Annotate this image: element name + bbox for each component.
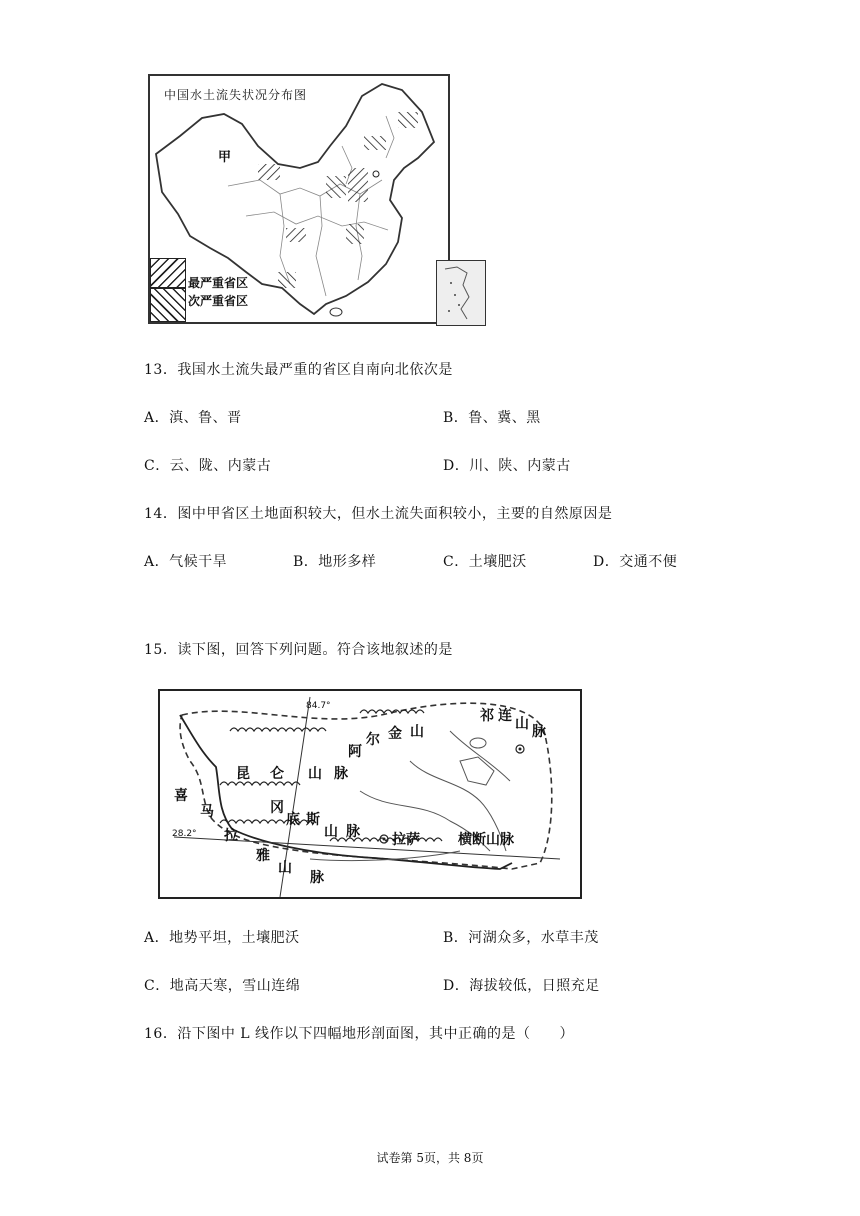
- q14-option-c[interactable]: C．土壤肥沃: [443, 554, 527, 570]
- ximalaya-char-4: 雅: [256, 848, 270, 864]
- question-16-stem: 16．沿下图中 L 线作以下四幅地形剖面图，其中正确的是（ ）: [144, 1026, 575, 1042]
- q15-option-a[interactable]: A．地势平坦，土壤肥沃: [144, 930, 300, 946]
- ximalaya-char-6: 脉: [310, 870, 324, 886]
- aerjin-char-4: 山: [410, 724, 424, 740]
- q13-option-b[interactable]: B．鲁、冀、黑: [443, 410, 541, 426]
- legend-label-severe: 最严重省区: [188, 276, 249, 290]
- q15-option-d[interactable]: D．海拔较低，日照充足: [443, 978, 600, 994]
- hengduan-label: 横断山脉: [458, 832, 514, 848]
- q15-option-b[interactable]: B．河湖众多，水草丰茂: [443, 930, 599, 946]
- qilian-char-3: 山: [515, 716, 529, 732]
- longitude-label: 84.7°: [306, 701, 331, 711]
- soil-erosion-map: [148, 74, 450, 324]
- label-jia: 甲: [218, 150, 232, 165]
- qilian-char-1: 祁: [480, 708, 494, 724]
- q15-option-c[interactable]: C．地高天寒，雪山连绵: [144, 978, 301, 994]
- page-footer: 试卷第 5页，共 8页: [376, 1151, 484, 1165]
- gangdisi-char-4: 山: [324, 824, 338, 840]
- q14-option-a[interactable]: A．气候干旱: [144, 554, 228, 570]
- aerjin-char-2: 尔: [366, 732, 380, 748]
- legend-swatch-severe: [150, 258, 186, 288]
- ximalaya-char-1: 喜: [174, 788, 188, 804]
- map-title: 中国水土流失状况分布图: [164, 88, 308, 102]
- gangdisi-char-2: 底: [286, 812, 300, 828]
- aerjin-char-3: 金: [388, 726, 402, 742]
- ximalaya-char-2: 马: [200, 804, 214, 820]
- question-14-stem: 14．图中甲省区土地面积较大，但水土流失面积较小，主要的自然原因是: [144, 506, 613, 522]
- q14-option-d[interactable]: D．交通不便: [593, 554, 678, 570]
- q13-option-d[interactable]: D．川、陕、内蒙古: [443, 458, 571, 474]
- gangdisi-char-1: 冈: [270, 800, 284, 816]
- legend-swatch-second: [150, 288, 186, 322]
- latitude-label: 28.2°: [172, 829, 197, 839]
- qilian-char-2: 连: [498, 708, 512, 724]
- question-15-stem: 15．读下图，回答下列问题。符合该地叙述的是: [144, 642, 453, 658]
- gangdisi-char-3: 斯: [306, 812, 320, 828]
- south-sea-inset: [436, 260, 486, 326]
- q14-option-b[interactable]: B．地形多样: [293, 554, 377, 570]
- kunlun-char-2: 仑: [270, 766, 284, 782]
- ximalaya-char-5: 山: [278, 860, 292, 876]
- lasa-label: 拉萨: [392, 832, 420, 848]
- kunlun-char-3: 山: [308, 766, 322, 782]
- gangdisi-char-5: 脉: [346, 824, 360, 840]
- plateau-map: [158, 689, 582, 899]
- legend-label-second: 次严重省区: [188, 294, 249, 308]
- kunlun-char-4: 脉: [334, 766, 348, 782]
- kunlun-char-1: 昆: [236, 766, 250, 782]
- aerjin-char-1: 阿: [348, 744, 362, 760]
- ximalaya-char-3: 拉: [224, 828, 238, 844]
- qilian-char-4: 脉: [532, 724, 546, 740]
- question-13-stem: 13．我国水土流失最严重的省区自南向北依次是: [144, 362, 453, 378]
- q13-option-c[interactable]: C．云、陇、内蒙古: [144, 458, 272, 474]
- q13-option-a[interactable]: A．滇、鲁、晋: [144, 410, 242, 426]
